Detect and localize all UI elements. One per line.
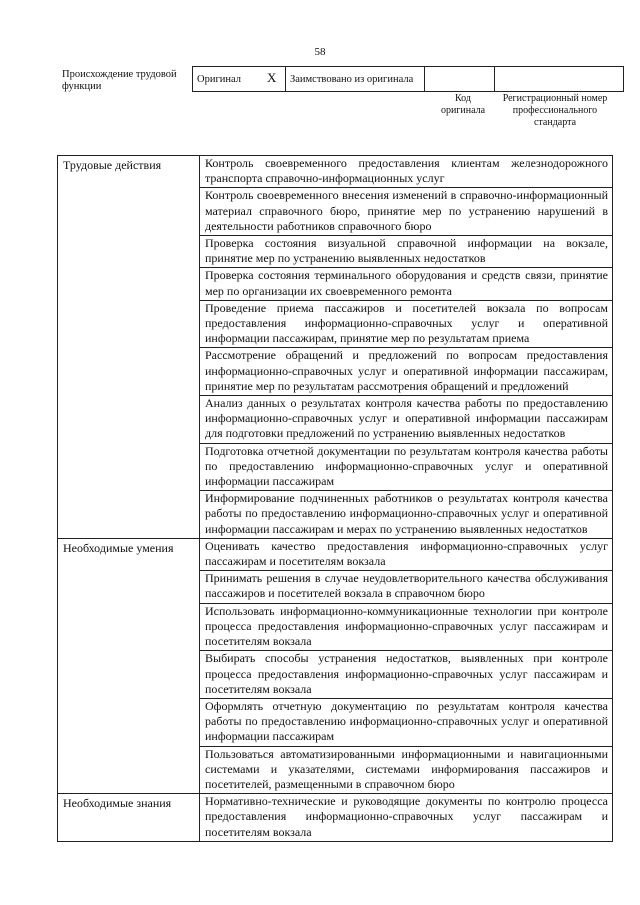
list-item: Выбирать способы устранения недостатков, выявленных при контроле процесса предоставления информационно-справочных услуг пассажирам и посетителям вокзала [200, 651, 612, 699]
section-title: Трудовые действия [58, 156, 200, 539]
original-mark: X [267, 70, 277, 85]
section-row [58, 794, 613, 842]
list-item: Информирование подчиненных работников о результатах контроля качества работы по предоставлению информационно-справочных услуг и оперативной информации пассажирам и мерах по устранению выявленных недостатков [205, 491, 608, 536]
section-items [200, 156, 612, 538]
section-items [200, 539, 612, 793]
list-item: Пользоваться автоматизированными информационными и навигационными системами и указателями, системами информирования пассажиров и посетителей, размещенными в справочном бюро [205, 746, 608, 791]
section-title: Необходимые знания [58, 794, 200, 842]
reg-number-cell [495, 67, 624, 92]
section-items [200, 794, 612, 841]
origin-label: Происхождение трудовой функции [62, 69, 177, 92]
list-item: Оценивать качество предоставления информационно-справочных услуг пассажирам и посетителям вокзала [200, 539, 612, 571]
list-item: Контроль своевременного внесения изменений в справочно-информационный материал справочного бюро, принятие мер по устранению нарушений в деятельности работников справочного бюро [200, 188, 612, 236]
list-item: Нормативно-технические и руководящие документы по контролю процесса предоставления информационно-справочных услуг пассажирам и посетителям вокзала [205, 794, 608, 839]
section-row [58, 156, 613, 539]
list-item: Проверка состояния визуальной справочной информации на вокзале, принятие мер по устранению выявленных недостатков [200, 236, 612, 268]
reg-number-label: Регистрационный номер профессионального стандарта [502, 93, 608, 128]
function-table [57, 155, 613, 842]
list-item: Проверка состояния терминального оборудования и средств связи, принятие мер по организации их своевременного ремонта [200, 268, 612, 300]
list-item: Подготовка отчетной документации по результатам контроля качества работы по предоставлению информационно-справочных услуг и оперативной информации пассажирам [200, 443, 612, 491]
list-item: Проведение приема пассажиров и посетителей вокзала по вопросам предоставления информационно-справочных услуг и оперативной информации пассажирам, принятие мер по результатам приема [200, 300, 612, 348]
code-original-label: Код оригинала [440, 93, 486, 116]
list-item: Анализ данных о результатах контроля качества работы по предоставлению информационно-справочных услуг и оперативной информации пассажирам для подготовки предложений по устранению выявленных недостатков [200, 396, 612, 444]
section-row [58, 538, 613, 793]
borrowed-cell [286, 67, 425, 92]
list-item: Контроль своевременного предоставления клиентам железнодорожного транспорта справочно-информационных услуг [200, 156, 612, 188]
code-cell [425, 67, 495, 92]
borrowed-label: Заимствовано из оригинала [290, 73, 414, 85]
page-number: 58 [314, 46, 326, 58]
list-item: Использовать информационно-коммуникационные технологии при контроле процесса предоставления информационно-справочных услуг пассажирам и посетителям вокзала [200, 603, 612, 651]
original-label: Оригинал [197, 73, 241, 85]
list-item: Принимать решения в случае неудовлетворительного качества обслуживания пассажиров и посетителей вокзала в справочном бюро [200, 571, 612, 603]
list-item: Рассмотрение обращений и предложений по вопросам предоставления информационно-справочных услуг и оперативной информации пассажирам, принятие мер по результатам рассмотрения обращений и предложений [200, 348, 612, 396]
list-item: Оформлять отчетную документацию по результатам контроля качества работы по предоставлению информационно-справочных услуг и оперативной информации пассажирам [200, 698, 612, 746]
origin-table [192, 66, 624, 92]
original-cell [193, 67, 286, 92]
section-title: Необходимые умения [58, 538, 200, 793]
